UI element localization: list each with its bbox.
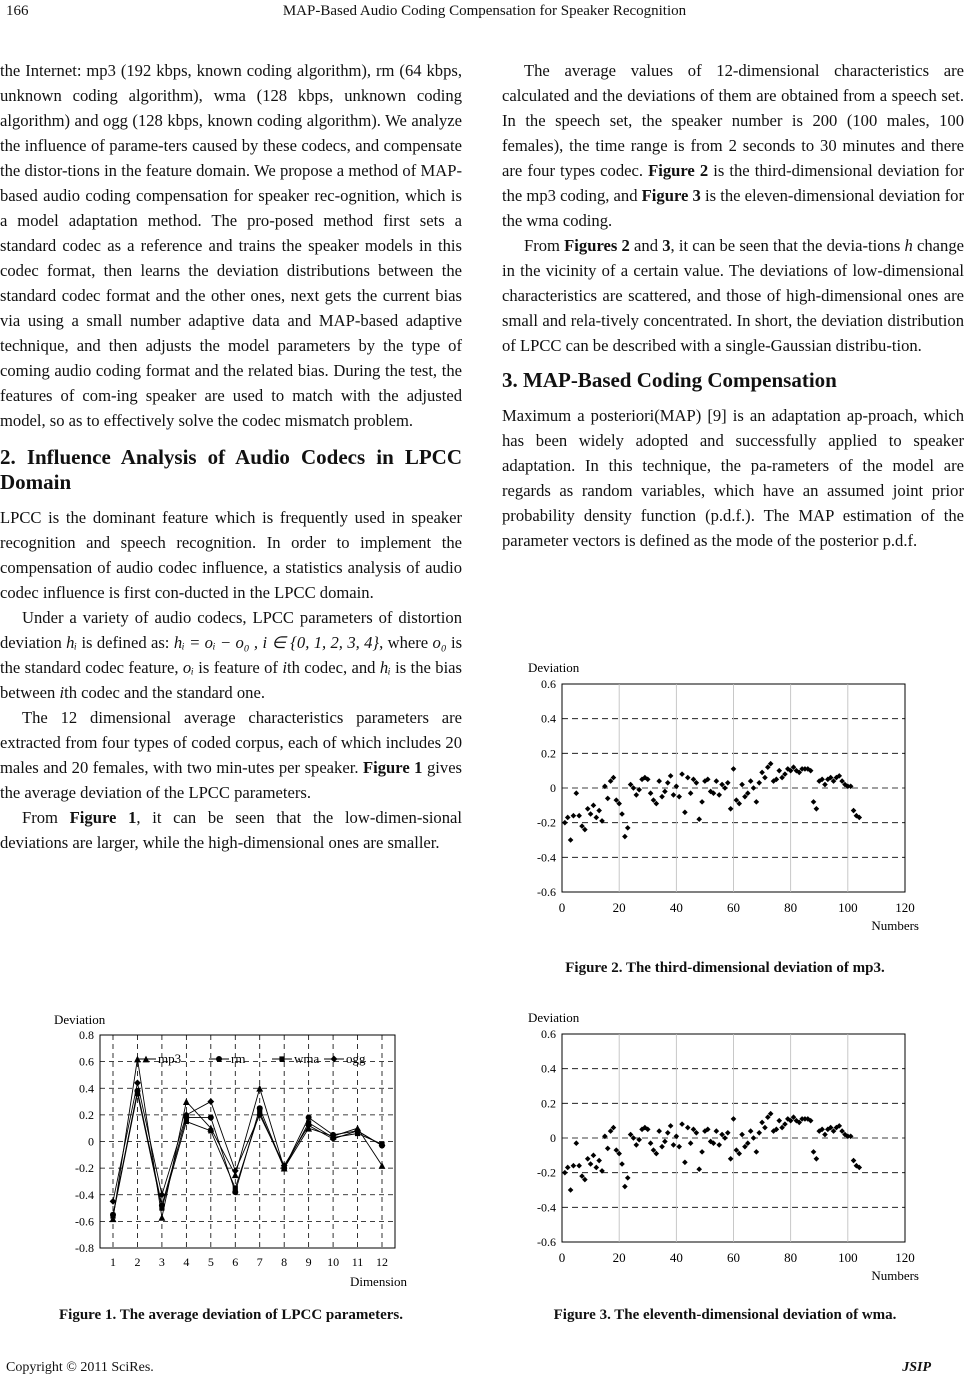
x-tick-label: 3	[158, 1255, 165, 1269]
data-point	[576, 1163, 582, 1169]
data-point	[728, 806, 734, 812]
section-heading-3: 3. MAP-Based Coding Compensation	[502, 368, 837, 392]
data-point	[776, 1118, 782, 1124]
y-tick-label: 0.4	[79, 1081, 94, 1096]
data-point	[671, 792, 677, 798]
x-tick-label: 60	[727, 900, 740, 915]
data-point	[739, 782, 745, 788]
paragraph: The 12 dimensional average characteristics parameters are extracted from four types of coded corpus, each of which includes 20 males and 20 females, with two min-utes per speaker. Figure 1 gives the average deviation of the LPCC parameters.	[0, 708, 463, 802]
legend-label-wma: wma	[294, 1051, 320, 1066]
data-point	[562, 1170, 568, 1176]
data-point	[571, 813, 577, 819]
data-point	[754, 1149, 760, 1155]
data-point	[811, 799, 817, 805]
y-tick-label: -0.8	[75, 1241, 94, 1255]
index-set: i ∈ {0, 1, 2, 3, 4}	[262, 633, 380, 652]
data-point	[665, 1130, 671, 1136]
figure-2	[520, 652, 930, 949]
x-tick-label: 20	[612, 1250, 626, 1265]
data-point	[739, 1132, 745, 1138]
x-axis-label: Dimension	[349, 1274, 407, 1289]
data-point	[625, 825, 631, 831]
y-axis-label: Deviation	[528, 660, 580, 675]
data-point	[588, 811, 594, 817]
y-tick-label: -0.6	[537, 1235, 556, 1249]
data-point	[571, 1163, 577, 1169]
x-axis-label: Numbers	[871, 1268, 919, 1283]
data-point	[754, 799, 760, 805]
data-point	[688, 1140, 694, 1146]
data-point	[573, 790, 579, 796]
data-point	[822, 1132, 828, 1138]
data-point-mp3	[159, 1214, 166, 1221]
legend-label-rm: rm	[231, 1051, 246, 1066]
data-point	[759, 770, 765, 776]
figure-3	[520, 1002, 930, 1299]
data-point	[594, 815, 600, 821]
data-point	[699, 1149, 705, 1155]
x-tick-label: 20	[612, 900, 626, 915]
data-point	[751, 1135, 757, 1141]
data-point	[671, 1142, 677, 1148]
data-point	[576, 813, 582, 819]
y-tick-label: 0.6	[541, 1027, 556, 1041]
data-point	[573, 1140, 579, 1146]
data-point	[568, 837, 574, 843]
data-point	[591, 803, 597, 809]
y-tick-label: -0.2	[537, 1165, 556, 1180]
data-point	[656, 778, 662, 784]
data-point	[588, 1161, 594, 1167]
y-tick-label: -0.6	[75, 1214, 94, 1229]
data-point	[648, 1140, 654, 1146]
y-tick-label: 0.2	[541, 1096, 556, 1111]
paragraph: the Internet: mp3 (192 kbps, known coding algorithm), rm (64 kbps, unknown coding algorithm), wma (128 kbps, unknown coding algorithm) and ogg (128 kbps, known coding algorithm). We analyze the influence of parame-ters caused by these codecs, and compensate the distor-tions in the feature domain. We propose a method of MAP-based audio coding compensation for speaker rec-ognition, which is a model adaptation method. The pro-posed method first sets a standard codec as a reference and trains the speaker models in this codec format, then learns the deviation distributions between the standard codec format and the other ones, next gets the current bias via using a small number adaptive data and MAP-based adaptive technique, and then adjusts the model parameters by the type of coming audio coding format and the related bias. During the test, the features of com-ing speaker are used to match with the adjusted model, so as to effectively solve the codec mismatch problem.	[0, 61, 462, 430]
data-point	[699, 799, 705, 805]
x-tick-label: 120	[895, 900, 915, 915]
data-point	[591, 1153, 597, 1159]
data-point	[822, 782, 828, 788]
data-point	[665, 780, 671, 786]
data-point	[714, 778, 720, 784]
data-point	[668, 773, 674, 779]
data-point-wma	[208, 1128, 213, 1133]
data-point	[688, 790, 694, 796]
figure-2-chart	[520, 652, 930, 944]
data-point	[596, 1158, 602, 1164]
data-point	[625, 1175, 631, 1181]
data-point	[605, 1146, 611, 1152]
equation-hi: hᵢ = oᵢ − o₀ ,	[173, 633, 259, 652]
y-tick-label: -0.6	[537, 885, 556, 899]
legend-marker-wma	[279, 1056, 284, 1061]
y-tick-label: 0.4	[541, 1061, 556, 1076]
figure-3-caption: Figure 3. The eleventh-dimensional deviation of wma.	[553, 1307, 897, 1323]
symbol-hi: hᵢ	[66, 633, 78, 652]
data-point	[696, 1166, 702, 1172]
y-tick-label: 0.6	[79, 1054, 94, 1069]
y-tick-label: 0	[550, 781, 556, 795]
running-title: MAP-Based Audio Coding Compensation for Speaker Recognition	[282, 3, 687, 19]
data-point	[682, 1159, 688, 1165]
data-point-wma	[159, 1205, 164, 1210]
data-point	[634, 792, 640, 798]
data-point	[596, 808, 602, 814]
data-point	[685, 1125, 691, 1131]
data-point	[585, 1156, 591, 1162]
figure-1-chart	[40, 1010, 420, 1295]
x-tick-label: 7	[256, 1255, 263, 1269]
data-point	[759, 1120, 765, 1126]
y-axis-label: Deviation	[54, 1012, 106, 1027]
data-point	[814, 806, 820, 812]
data-point	[685, 775, 691, 781]
series-line-ogg	[113, 1083, 382, 1201]
figure-2-caption: Figure 2. The third-dimensional deviation of mp3.	[565, 960, 885, 976]
data-point	[679, 771, 685, 777]
figure-1-caption: Figure 1. The average deviation of LPCC parameters.	[59, 1307, 403, 1323]
x-tick-label: 40	[669, 1250, 683, 1265]
data-point-rm	[306, 1115, 312, 1121]
y-tick-label: 0.6	[541, 677, 556, 691]
paragraph: LPCC is the dominant feature which is frequently used in speaker recognition and speech recognition. In order to implement the compensation of audio codec influence, a statistics analysis of audio codec influence is first con-ducted in the LPCC domain.	[0, 508, 462, 602]
x-tick-label: 100	[838, 1250, 858, 1265]
page-header	[0, 0, 969, 26]
data-point	[622, 834, 628, 840]
x-tick-label: 120	[895, 1250, 915, 1265]
section-heading-2: 2. Influence Analysis of Audio Codecs in LPCC Domain	[0, 445, 462, 494]
data-point-ogg	[207, 1098, 214, 1105]
data-point	[728, 1156, 734, 1162]
data-point	[714, 1128, 720, 1134]
data-point-wma	[233, 1185, 238, 1190]
paragraph: The average values of 12-dimensional characteristics are calculated and the deviations of them are obtained from a speech set. In the speech set, the speaker number is 200 (100 males, 100 females), the time range is from 2 seconds to 30 minutes and there are four types codec. Figure 2 is the third-dimensional deviation for the mp3 coding, and Figure 3 is the eleven-dimensional deviation for the wma coding.	[502, 61, 964, 230]
paragraph: From Figure 1, it can be seen that the low-dimen-sional deviations are larger, while the high-dimensional ones are smaller.	[0, 808, 462, 852]
y-tick-label: -0.2	[537, 815, 556, 830]
data-point	[725, 1130, 731, 1136]
data-point	[562, 820, 568, 826]
x-axis-label: Numbers	[871, 918, 919, 933]
data-point	[565, 1165, 571, 1171]
data-point-mp3	[379, 1162, 386, 1169]
data-point	[656, 1128, 662, 1134]
legend-marker-rm	[216, 1056, 222, 1062]
y-tick-label: 0.2	[541, 746, 556, 761]
page-number: 166	[6, 3, 29, 19]
x-tick-label: 6	[232, 1255, 239, 1269]
y-tick-label: 0.4	[541, 711, 556, 726]
x-tick-label: 40	[669, 900, 683, 915]
figure-1	[40, 1010, 420, 1300]
y-tick-label: -0.4	[537, 850, 556, 865]
symbol-h: h	[904, 236, 913, 255]
x-tick-label: 5	[207, 1255, 214, 1269]
x-tick-label: 1	[110, 1255, 116, 1269]
data-point	[811, 1149, 817, 1155]
data-point	[659, 794, 665, 800]
right-column	[502, 58, 964, 553]
data-point	[851, 808, 857, 814]
data-point	[676, 1144, 682, 1150]
data-point	[676, 794, 682, 800]
figure-ref: Figure 3	[641, 186, 701, 205]
y-tick-label: -0.2	[75, 1161, 94, 1176]
data-point	[814, 1156, 820, 1162]
y-tick-label: -0.4	[75, 1187, 94, 1202]
data-point	[679, 1121, 685, 1127]
figure-ref: 3	[662, 236, 671, 255]
data-point	[756, 780, 762, 786]
data-point	[619, 1161, 625, 1167]
x-tick-label: 80	[784, 1250, 798, 1265]
figure-ref: Figure 1	[69, 808, 137, 827]
data-point	[748, 1128, 754, 1134]
copyright: Copyright © 2011 SciRes.	[6, 1360, 154, 1375]
data-point	[696, 816, 702, 822]
data-point	[634, 1142, 640, 1148]
data-point-mp3	[183, 1098, 190, 1105]
x-tick-label: 4	[183, 1255, 190, 1269]
data-point-ogg	[134, 1080, 141, 1087]
paragraph: Maximum a posteriori(MAP) [9] is an adaptation ap-proach, which has been widely adopted and successfully applied to speaker adaptation. In this technique, the pa-rameters of the model are regards as random variables, which have an assumed joint prior probability density function (p.d.f.). The MAP estimation of the parameter vectors is defined as the mode of the posterior p.d.f.	[502, 406, 964, 550]
figure-ref: Figure 1	[362, 758, 423, 777]
journal-name: JSIP	[902, 1360, 931, 1375]
data-point	[731, 1116, 737, 1122]
data-point	[659, 1144, 665, 1150]
data-point	[756, 1130, 762, 1136]
x-tick-label: 100	[838, 900, 858, 915]
y-tick-label: 0	[88, 1134, 94, 1149]
y-tick-label: -0.4	[537, 1200, 556, 1215]
data-point	[565, 815, 571, 821]
x-tick-label: 0	[558, 1250, 566, 1265]
symbol-o0: o₀	[432, 633, 447, 652]
y-tick-label: 0	[550, 1131, 556, 1145]
data-point	[748, 778, 754, 784]
y-axis-label: Deviation	[528, 1010, 580, 1025]
left-column	[0, 58, 462, 855]
symbol-oi: oᵢ	[182, 658, 194, 677]
data-point	[662, 1139, 668, 1145]
data-point	[668, 1123, 674, 1129]
data-point	[594, 1165, 600, 1171]
data-point	[731, 766, 737, 772]
data-point	[851, 1158, 857, 1164]
y-tick-label: 0.2	[79, 1107, 94, 1122]
series-line-rm	[113, 1091, 382, 1215]
data-point	[751, 785, 757, 791]
x-tick-label: 0	[558, 900, 566, 915]
figure-3-chart	[520, 1002, 930, 1294]
data-point	[776, 768, 782, 774]
y-tick-label: 0.8	[79, 1028, 94, 1042]
data-point	[716, 1142, 722, 1148]
paragraph-definition: Under a variety of audio codecs, LPCC parameters of distortion deviation hᵢ is defined as: hᵢ = oᵢ − o₀ , i ∈ {0, 1, 2, 3, 4}, where o₀ is the standard codec feature, oᵢ is feature of ith codec, and hᵢ is the bias between ith codec and the standard one.	[0, 608, 463, 702]
x-tick-label: 60	[727, 1250, 740, 1265]
x-tick-label: 12	[376, 1255, 388, 1269]
data-point	[762, 775, 768, 781]
data-point	[622, 1184, 628, 1190]
data-point	[648, 790, 654, 796]
data-point	[585, 806, 591, 812]
x-tick-label: 11	[351, 1255, 364, 1269]
x-tick-label: 8	[281, 1255, 288, 1269]
data-point	[716, 792, 722, 798]
x-tick-label: 80	[784, 900, 798, 915]
figure-ref: Figure 2	[648, 161, 709, 180]
data-point	[605, 796, 611, 802]
data-point	[568, 1187, 574, 1193]
data-point	[662, 789, 668, 795]
data-point	[682, 809, 688, 815]
data-point	[619, 811, 625, 817]
figure-ref: Figures 2	[564, 236, 630, 255]
x-tick-label: 10	[327, 1255, 340, 1269]
data-point-wma	[110, 1213, 115, 1218]
x-tick-label: 2	[134, 1255, 141, 1269]
data-point-rm	[208, 1115, 214, 1121]
paragraph: From Figures 2 and 3, it can be seen that the devia-tions h change in the vicinity of a certain value. The deviations of low-dimensional characteristics are scattered, and those of high-dimensional ones are small and rela-tively concentrated. In short, the deviation distribution of LPCC can be described with a single-Gaussian distribu-tion.	[502, 236, 964, 355]
data-point	[725, 780, 731, 786]
legend-label-ogg: ogg	[346, 1051, 366, 1066]
x-tick-label: 9	[305, 1255, 312, 1269]
legend-label-mp3: mp3	[158, 1051, 182, 1066]
data-point	[762, 1125, 768, 1131]
